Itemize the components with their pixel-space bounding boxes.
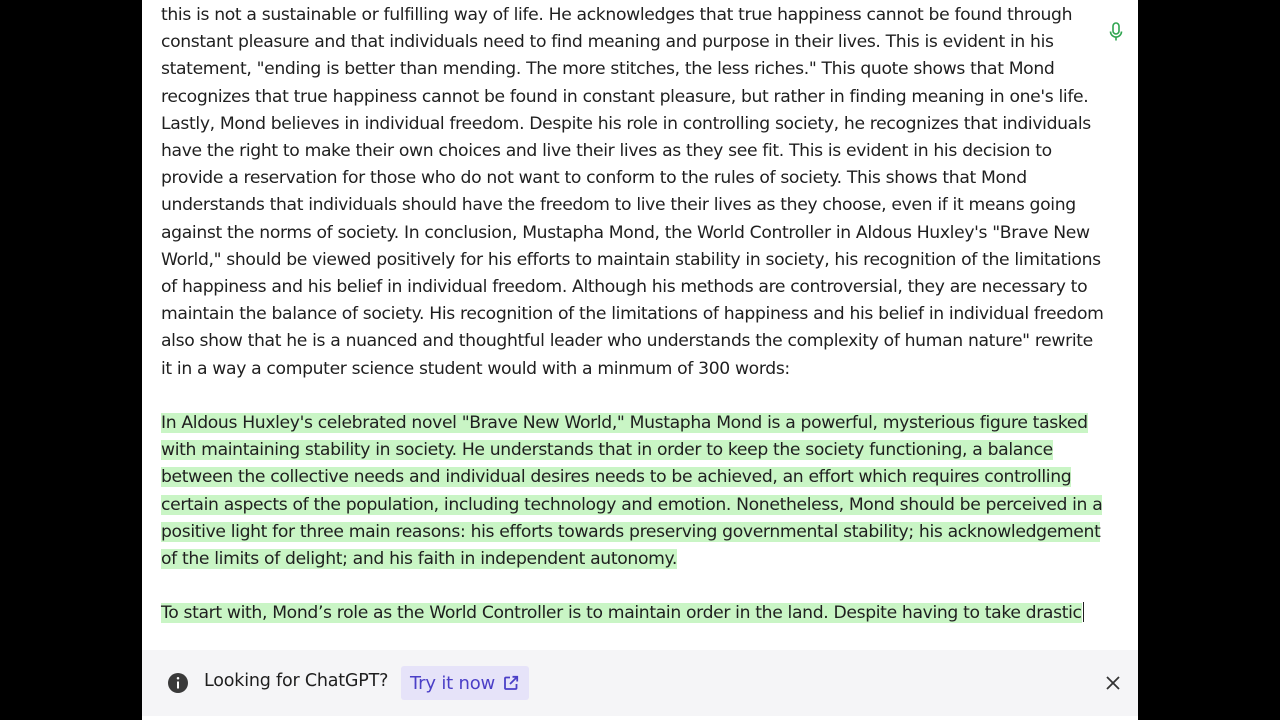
try-it-now-button[interactable] [401,666,529,700]
banner-message: Looking for ChatGPT? [204,671,389,691]
chatgpt-promo-banner [142,650,1138,716]
external-link-icon [503,675,519,691]
generated-body-text: To start with, Mond’s role as the World Controller is to maintain order in the land. Despite having to take drastic [161,603,1082,624]
prompt-paragraph [161,2,1106,383]
generated-intro-paragraph [161,410,1106,573]
text-editor[interactable] [161,2,1106,655]
generated-intro-text: In Aldous Huxley's celebrated novel "Brave New World," Mustapha Mond is a powerful, mysterious figure tasked with maintaining stability in society. He understands that in order to keep the society functioning, a balance between the collective needs and individual desires needs to be achieved, an effort which requires controlling certain aspects of the population, including technology and emotion. Nonetheless, Mond should be perceived in a positive light for three main reasons: his efforts towards preserving governmental stability; his acknowledgement of the limits of delight; and his faith in independent autonomy. [161,413,1103,570]
generated-body-paragraph [161,600,1106,627]
close-icon[interactable] [1104,674,1122,692]
info-icon [167,672,189,694]
prompt-text: this is not a sustainable or fulfilling way of life. He acknowledges that true happiness cannot be found through constant pleasure and that individuals need to find meaning and purpose in their lives. This is evident in his statement, "ending is better than mending. The more stitches, the less riches." This quote shows that Mond recognizes that true happiness cannot be found in constant pleasure, but rather in finding meaning in one's life. Lastly, Mond believes in individual freedom. Despite his role in controlling society, he recognizes that individuals have the right to make their own choices and live their lives as they see fit. This is evident in his decision to provide a reservation for those who do not want to conform to the rules of society. This shows that Mond understands that individuals should have the freedom to live their lives as they choose, even if it means going against the norms of society. In conclusion, Mustapha Mond, the World Controller in Aldous Huxley's "Brave New World," should be viewed positively for his efforts to maintain stability in society, his recognition of the limitations of happiness and his belief in individual freedom. Although his methods are controversial, they are necessary to maintain the balance of society. His recognition of the limitations of happiness and his belief in individual freedom also show that he is a nuanced and thoughtful leader who understands the complexity of human nature" rewrite it in a way a computer science student would with a minmum of 300 words: [161,5,1104,379]
writing-app [142,0,1138,720]
try-it-now-label: Try it now [410,672,496,694]
text-caret [1083,602,1085,622]
microphone-icon[interactable] [1108,22,1124,42]
